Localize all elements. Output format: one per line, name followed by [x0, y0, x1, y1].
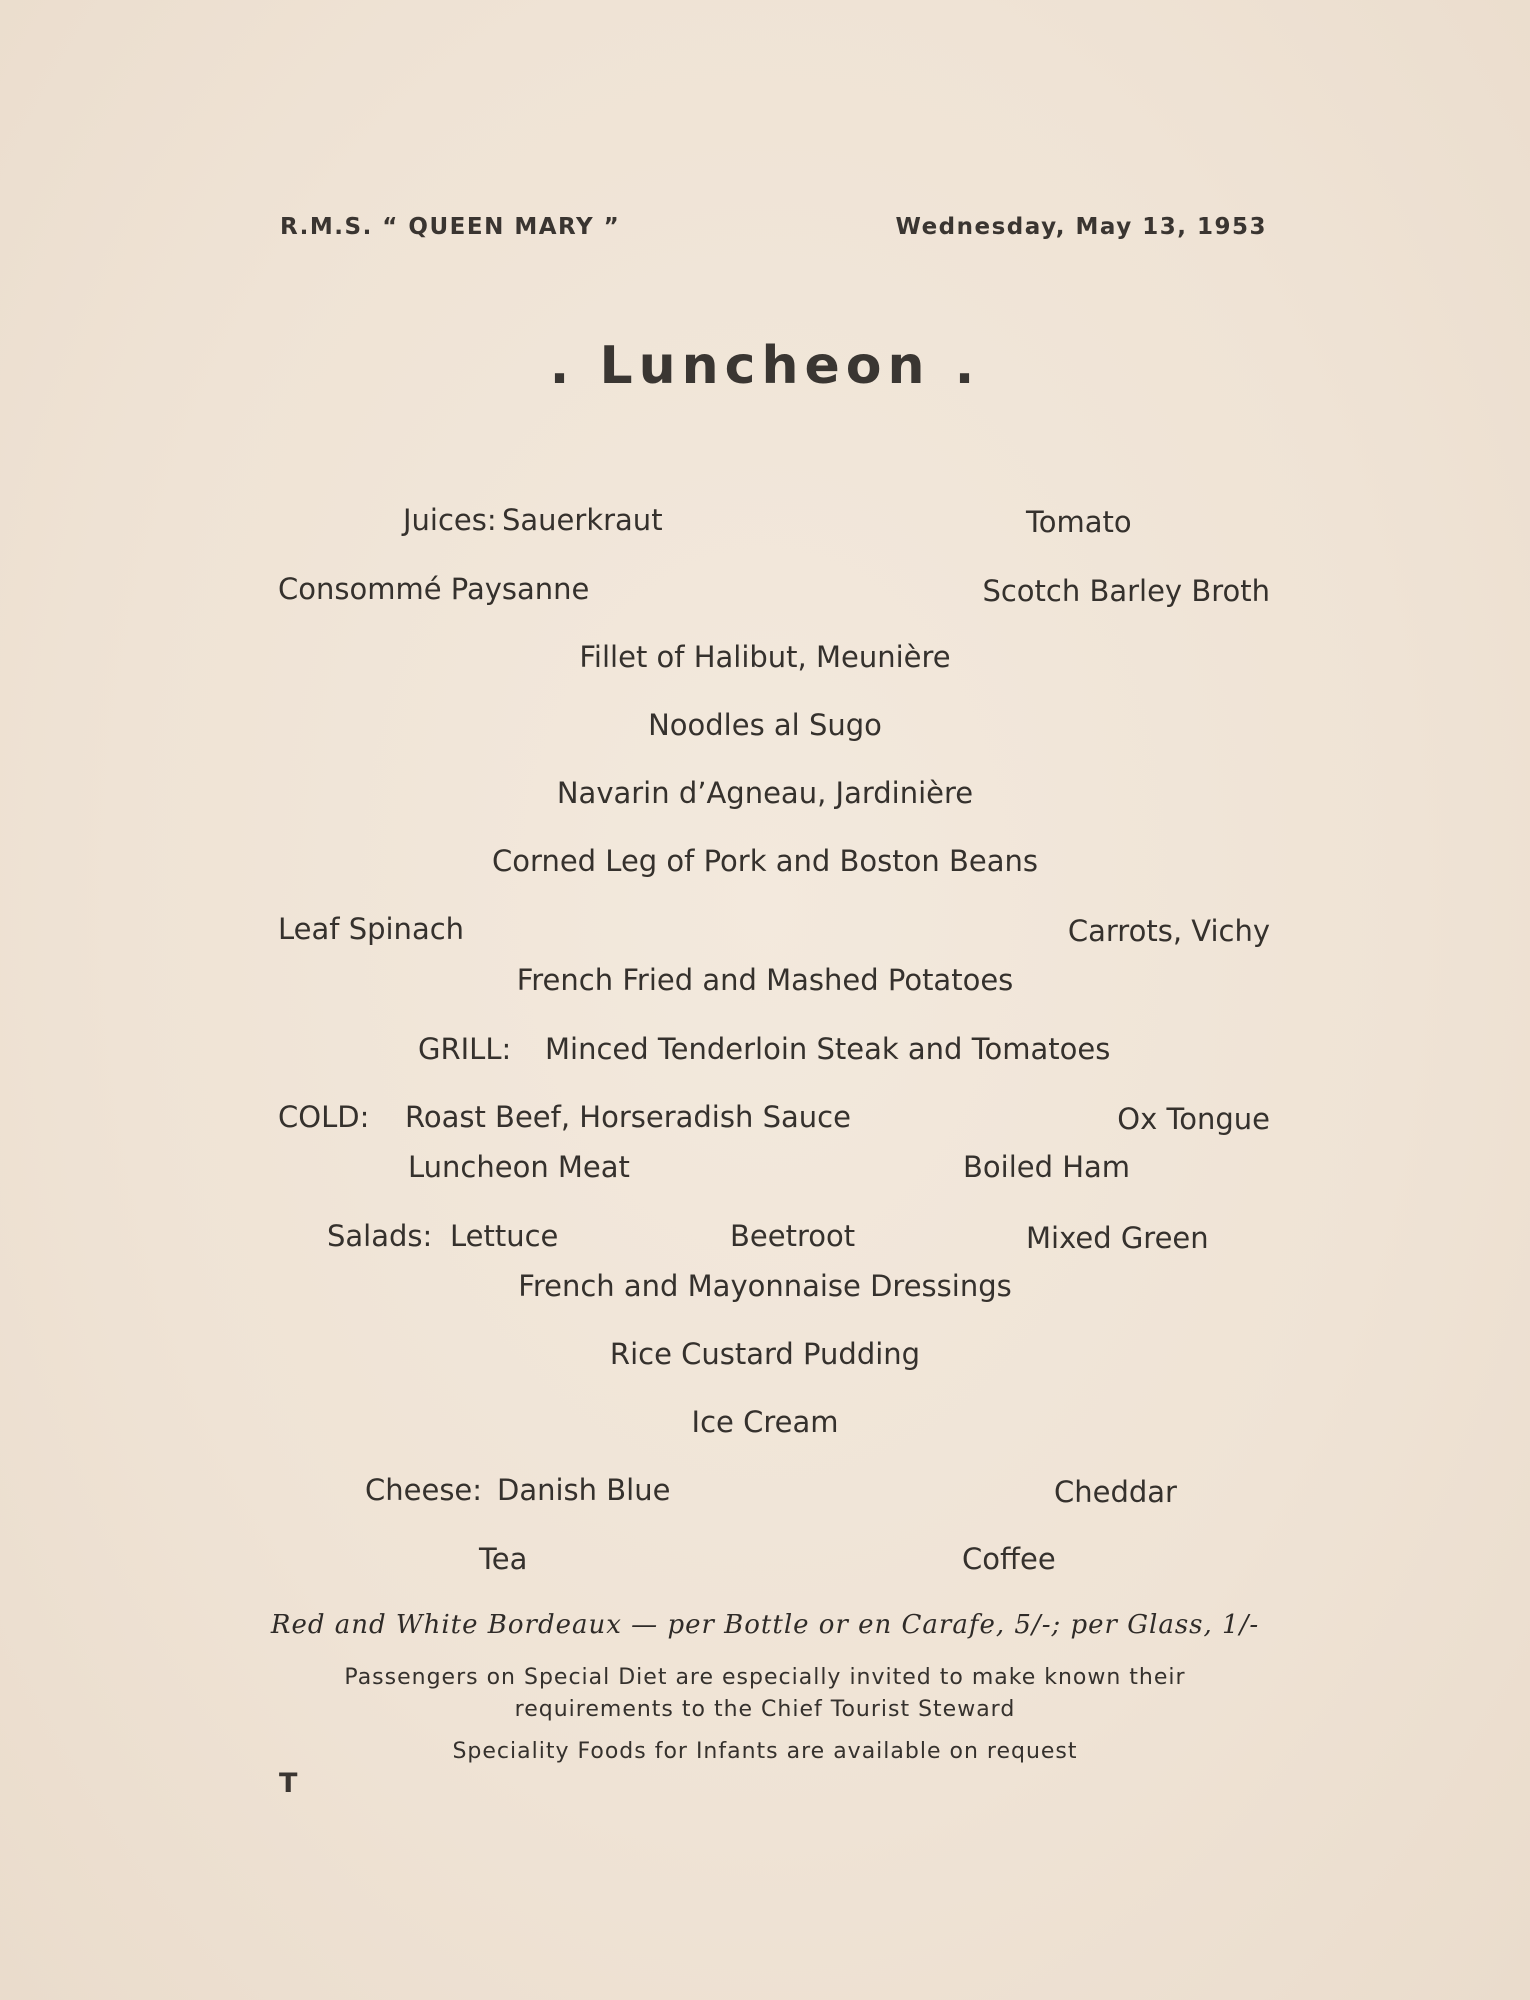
cold-item: Ox Tongue: [1117, 1102, 1270, 1136]
vegetable-item: Leaf Spinach: [278, 912, 465, 946]
cold-label: COLD:: [278, 1100, 370, 1134]
dressings-item: French and Mayonnaise Dressings: [518, 1269, 1012, 1303]
cold-item: Boiled Ham: [963, 1150, 1131, 1184]
drink-item: Coffee: [962, 1542, 1056, 1576]
dessert-item: Ice Cream: [691, 1405, 839, 1439]
pasta-item: Noodles al Sugo: [648, 708, 882, 742]
menu-title: . Luncheon .: [549, 336, 981, 396]
infants-note: Speciality Foods for Infants are available on request: [452, 1739, 1078, 1764]
juice-item: Sauerkraut: [502, 503, 663, 537]
salad-item: Beetroot: [730, 1219, 856, 1253]
cheese-label: Cheese:: [365, 1473, 483, 1507]
soup-item: Scotch Barley Broth: [982, 574, 1270, 608]
entree-item: Navarin d’Agneau, Jardinière: [556, 776, 974, 810]
juices-label: Juices:: [403, 503, 497, 537]
grill-label: GRILL:: [418, 1032, 512, 1066]
grill-item: Minced Tenderloin Steak and Tomatoes: [545, 1032, 1111, 1066]
class-mark: T: [279, 1768, 298, 1799]
diet-note-line1: Passengers on Special Diet are especially invited to make known their: [344, 1665, 1186, 1690]
fish-item: Fillet of Halibut, Meunière: [579, 640, 951, 674]
ship-name: R.M.S. “ QUEEN MARY ”: [280, 214, 621, 240]
entree-item: Corned Leg of Pork and Boston Beans: [492, 844, 1038, 878]
diet-note-line2: requirements to the Chief Tourist Steward: [514, 1697, 1016, 1722]
salads-label: Salads:: [327, 1219, 433, 1253]
drink-item: Tea: [479, 1542, 528, 1576]
salad-item: Mixed Green: [1026, 1221, 1209, 1255]
menu-date: Wednesday, May 13, 1953: [895, 214, 1267, 240]
cold-item: Luncheon Meat: [408, 1150, 630, 1184]
cheese-item: Cheddar: [1054, 1475, 1177, 1509]
juice-item: Tomato: [1026, 505, 1132, 539]
cheese-item: Danish Blue: [497, 1473, 671, 1507]
salad-item: Lettuce: [450, 1219, 559, 1253]
soup-item: Consommé Paysanne: [278, 572, 590, 606]
wine-note: Red and White Bordeaux — per Bottle or en Carafe, 5/-; per Glass, 1/-: [270, 1610, 1260, 1640]
vegetable-item: Carrots, Vichy: [1067, 914, 1270, 948]
cold-item: Roast Beef, Horseradish Sauce: [405, 1100, 851, 1134]
dessert-item: Rice Custard Pudding: [609, 1337, 921, 1371]
potatoes-item: French Fried and Mashed Potatoes: [516, 963, 1014, 997]
